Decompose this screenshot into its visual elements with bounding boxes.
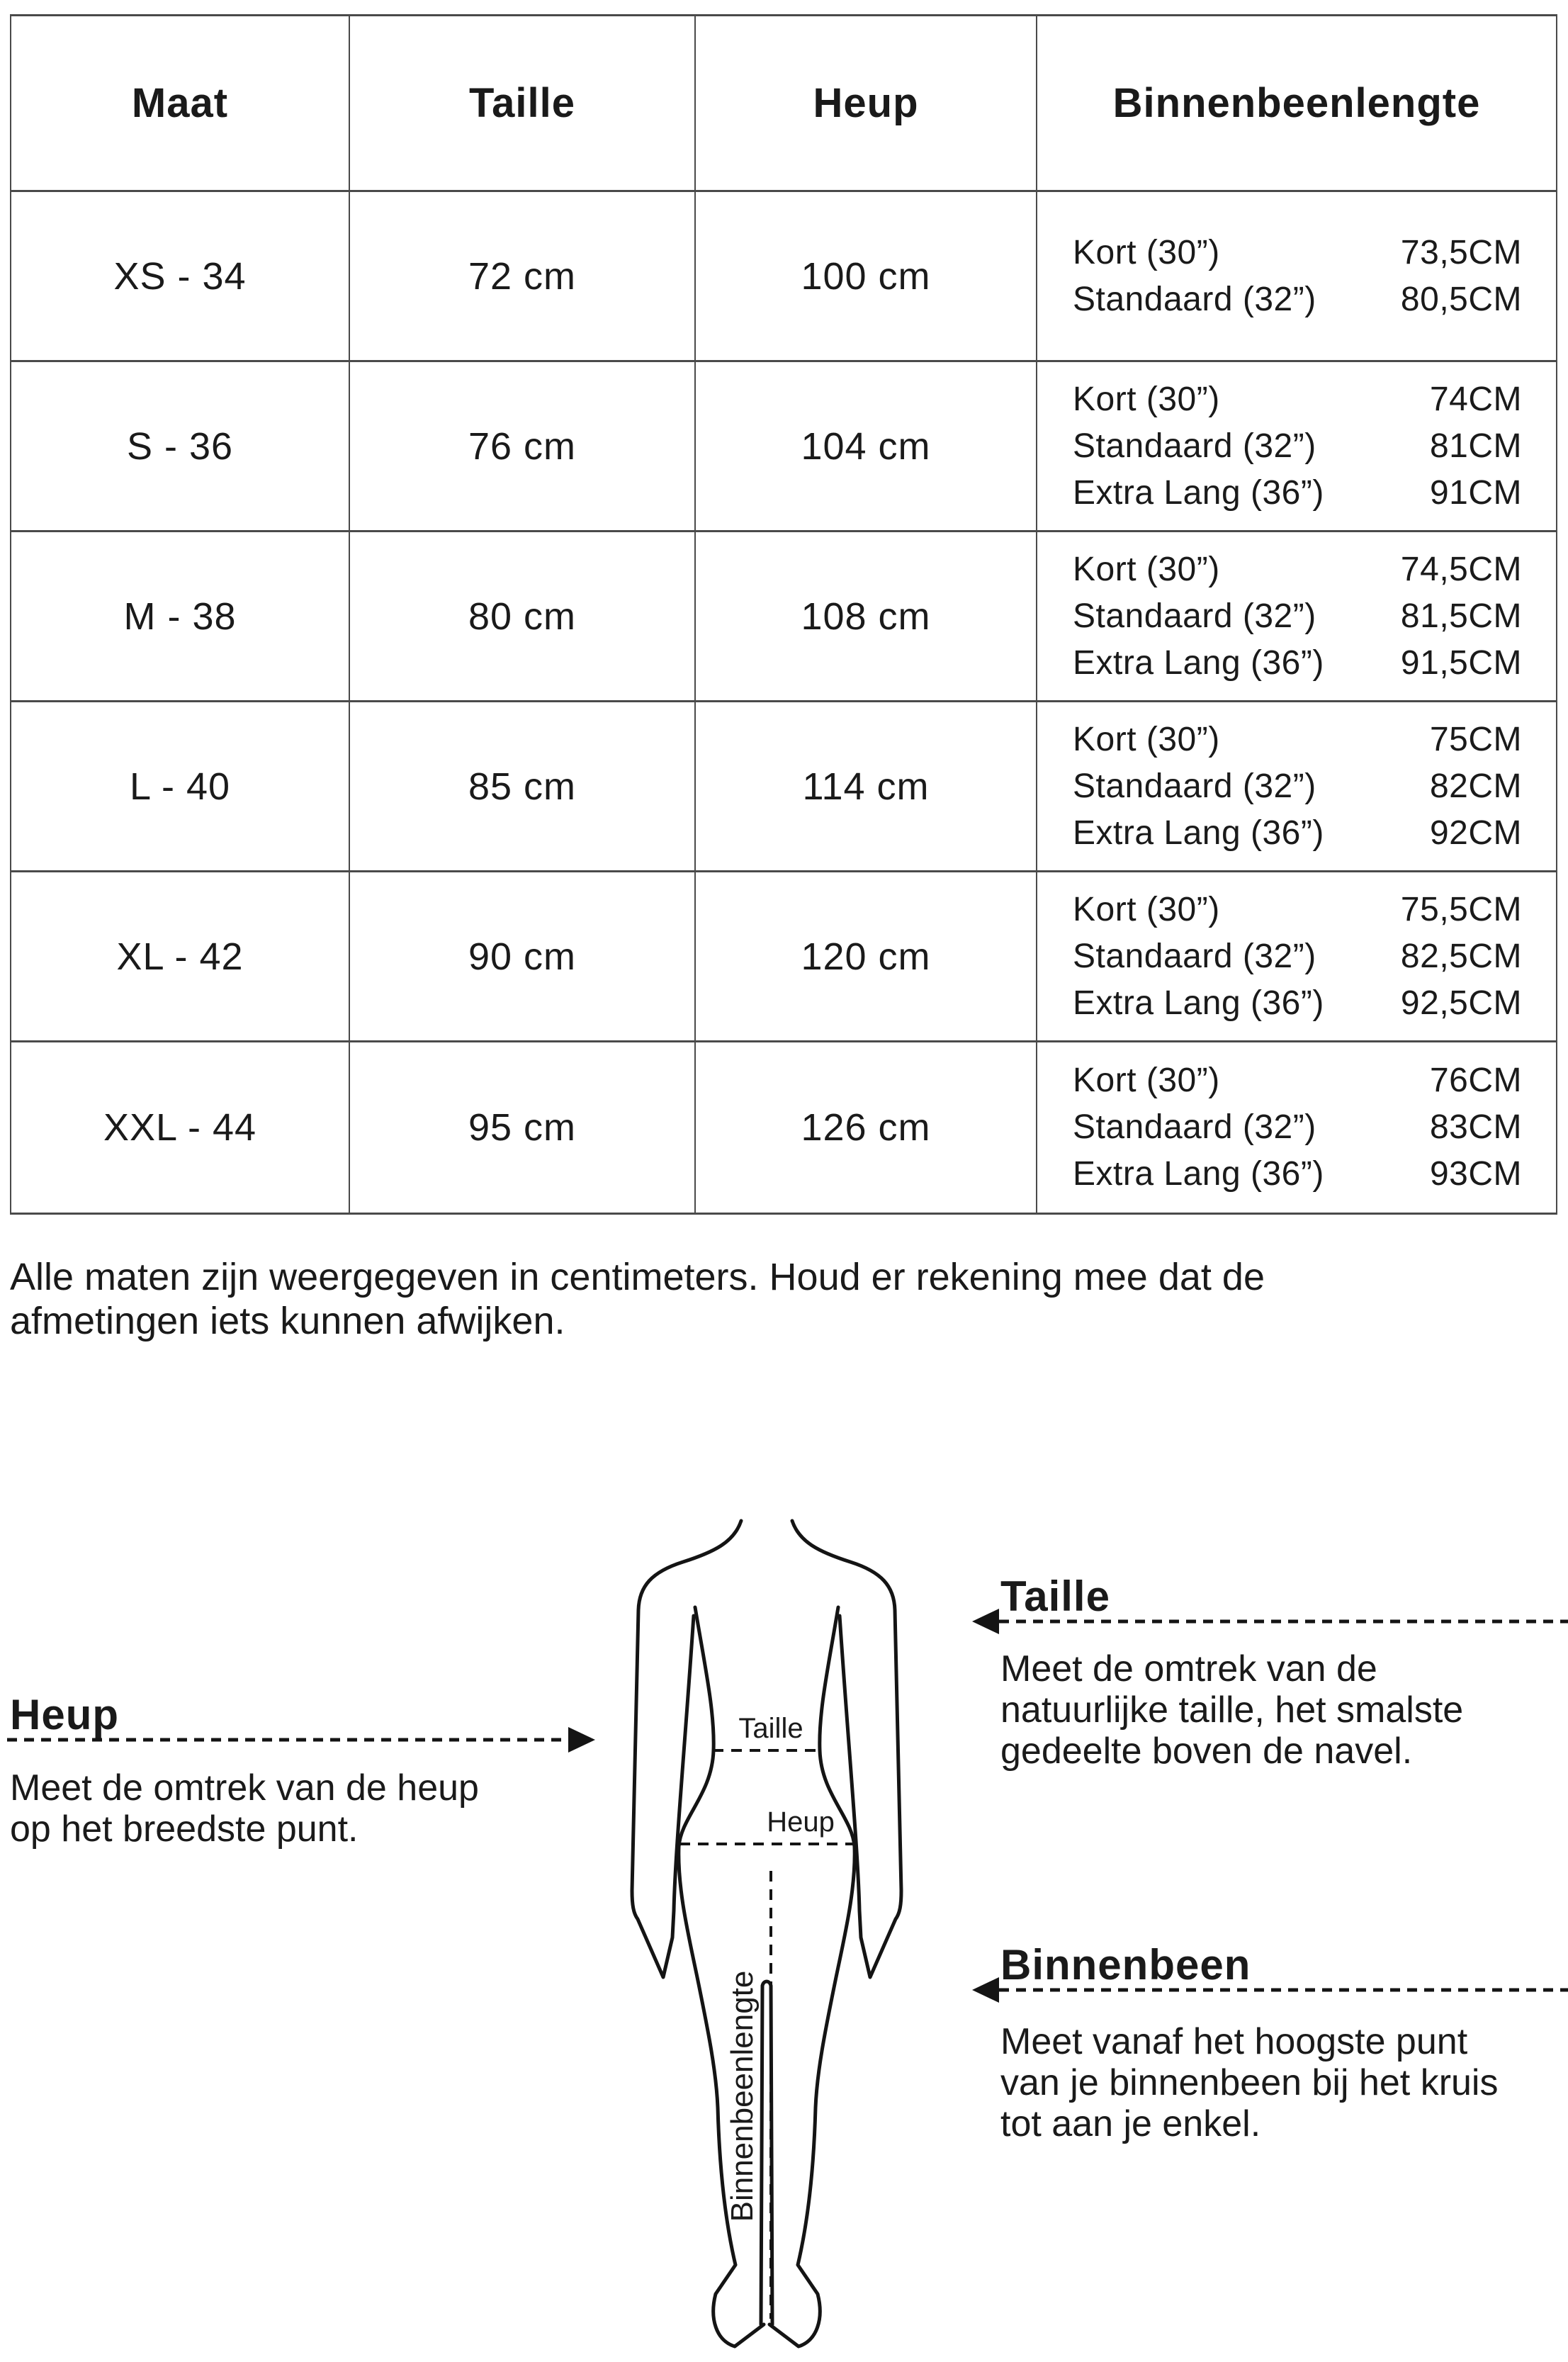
inseam-length-value: 74CM xyxy=(1429,380,1522,418)
size-cell: S - 36 xyxy=(126,424,234,468)
inseam-line xyxy=(1073,470,1522,517)
inseam-length-label: Kort (30”) xyxy=(1073,720,1220,758)
figure-left-arm-outline xyxy=(632,1521,741,1977)
text-line: Meet vanaf het hoogste punt xyxy=(1000,2021,1468,2062)
inseam-length-value: 82,5CM xyxy=(1400,937,1522,975)
inseam-length-label: Standaard (32”) xyxy=(1073,597,1316,635)
column-header-heup: Heup xyxy=(694,16,1036,190)
inseam-length-value: 81CM xyxy=(1429,427,1522,465)
inseam-length-value: 76CM xyxy=(1429,1062,1522,1099)
text-line: Meet de omtrek van de heup xyxy=(10,1767,479,1809)
waist-cell: 72 cm xyxy=(349,192,694,360)
table-header-row xyxy=(11,16,1556,192)
hip-cell: 120 cm xyxy=(694,872,1036,1040)
inseam-length-label: Kort (30”) xyxy=(1073,1062,1220,1099)
inseam-length-value: 75CM xyxy=(1429,720,1522,758)
size-cell: XS - 34 xyxy=(113,254,247,298)
text-line: tot aan je enkel. xyxy=(1000,2103,1261,2144)
binnenbeen-arrow xyxy=(971,1974,1568,2006)
figure-hip-label: Heup xyxy=(767,1806,835,1838)
body-figure xyxy=(609,1517,935,2362)
inseam-cell xyxy=(1036,872,1556,1040)
inseam-line xyxy=(1073,640,1522,687)
inseam-line xyxy=(1073,716,1522,763)
inseam-length-value: 73,5CM xyxy=(1400,233,1522,271)
binnenbeen-section-text xyxy=(1000,2021,1498,2144)
size-cell: M - 38 xyxy=(123,595,237,638)
inseam-line xyxy=(1073,980,1522,1027)
table-row xyxy=(11,532,1556,702)
inseam-length-value: 92CM xyxy=(1429,814,1522,852)
inseam-length-label: Kort (30”) xyxy=(1073,233,1220,271)
table-row xyxy=(11,1042,1556,1213)
column-header-maat: Maat xyxy=(131,80,229,126)
inseam-length-label: Kort (30”) xyxy=(1073,550,1220,588)
hip-cell: 114 cm xyxy=(694,702,1036,870)
inseam-line xyxy=(1073,933,1522,980)
heup-arrow xyxy=(7,1724,597,1755)
inseam-length-label: Extra Lang (36”) xyxy=(1073,1155,1324,1193)
size-cell: L - 40 xyxy=(129,765,231,808)
hip-cell: 108 cm xyxy=(694,532,1036,700)
table-row xyxy=(11,192,1556,362)
note-line: Alle maten zijn weergegeven in centimeters. Houd er rekening mee dat de xyxy=(10,1256,1265,1298)
inseam-length-label: Extra Lang (36”) xyxy=(1073,984,1324,1022)
inseam-length-value: 91CM xyxy=(1429,473,1522,512)
inseam-length-value: 80,5CM xyxy=(1400,280,1522,318)
waist-cell: 76 cm xyxy=(349,362,694,530)
taille-section-text xyxy=(1000,1648,1463,1772)
arrow-left-icon xyxy=(972,1977,999,2003)
text-line: op het breedste punt. xyxy=(10,1809,359,1850)
text-line: Meet de omtrek van de xyxy=(1000,1648,1377,1689)
figure-waist-label: Taille xyxy=(738,1713,803,1744)
inseam-length-label: Standaard (32”) xyxy=(1073,280,1316,318)
waist-cell: 90 cm xyxy=(349,872,694,1040)
inseam-line xyxy=(1073,1151,1522,1198)
inseam-line xyxy=(1073,887,1522,933)
inseam-cell xyxy=(1036,362,1556,530)
binnenbeen-section-title: Binnenbeen xyxy=(1000,1941,1251,1989)
size-cell: XL - 42 xyxy=(116,935,244,978)
text-line: natuurlijke taille, het smalste xyxy=(1000,1689,1464,1731)
text-line: gedeelte boven de navel. xyxy=(1000,1731,1413,1772)
inseam-length-label: Kort (30”) xyxy=(1073,890,1220,928)
inseam-length-label: Extra Lang (36”) xyxy=(1073,814,1324,852)
inseam-line xyxy=(1073,810,1522,857)
inseam-cell xyxy=(1036,192,1556,360)
arrow-left-icon xyxy=(972,1609,999,1634)
note-line: afmetingen iets kunnen afwijken. xyxy=(10,1300,565,1342)
size-cell: XXL - 44 xyxy=(103,1106,257,1149)
heup-section-title: Heup xyxy=(10,1691,119,1738)
inseam-length-value: 81,5CM xyxy=(1400,597,1522,635)
inseam-line xyxy=(1073,376,1522,423)
text-line: van je binnenbeen bij het kruis xyxy=(1000,2062,1499,2103)
table-row xyxy=(11,702,1556,872)
inseam-length-value: 91,5CM xyxy=(1400,643,1522,682)
waist-cell: 80 cm xyxy=(349,532,694,700)
inseam-length-value: 82CM xyxy=(1429,767,1522,805)
column-header-taille: Taille xyxy=(349,16,694,190)
inseam-length-label: Standaard (32”) xyxy=(1073,767,1316,805)
inseam-length-value: 83CM xyxy=(1429,1108,1522,1146)
hip-cell: 126 cm xyxy=(694,1042,1036,1213)
waist-cell: 85 cm xyxy=(349,702,694,870)
taille-section-title: Taille xyxy=(1000,1573,1110,1620)
inseam-length-label: Extra Lang (36”) xyxy=(1073,643,1324,682)
heup-section-text xyxy=(10,1767,479,1850)
inseam-line xyxy=(1073,546,1522,593)
waist-cell: 95 cm xyxy=(349,1042,694,1213)
inseam-cell xyxy=(1036,1042,1556,1213)
inseam-length-value: 75,5CM xyxy=(1400,890,1522,928)
inseam-line xyxy=(1073,423,1522,470)
arrow-right-icon xyxy=(568,1727,595,1753)
inseam-line xyxy=(1073,593,1522,640)
inseam-length-label: Standaard (32”) xyxy=(1073,937,1316,975)
inseam-line xyxy=(1073,276,1522,323)
column-header-binnenbeenlengte: Binnenbeenlengte xyxy=(1036,16,1556,190)
inseam-length-label: Kort (30”) xyxy=(1073,380,1220,418)
inseam-line xyxy=(1073,230,1522,276)
figure-inseam-label: Binnenbeenlengte xyxy=(725,1970,760,2222)
table-body xyxy=(11,192,1556,1213)
inseam-cell xyxy=(1036,532,1556,700)
inseam-length-value: 93CM xyxy=(1429,1155,1522,1193)
note-text xyxy=(10,1255,1265,1343)
inseam-length-label: Extra Lang (36”) xyxy=(1073,473,1324,512)
inseam-length-value: 74,5CM xyxy=(1400,550,1522,588)
inseam-line xyxy=(1073,1104,1522,1151)
table-row xyxy=(11,872,1556,1042)
hip-cell: 100 cm xyxy=(694,192,1036,360)
taille-arrow xyxy=(971,1606,1568,1637)
inseam-line xyxy=(1073,763,1522,810)
size-table xyxy=(10,14,1557,1215)
inseam-length-value: 92,5CM xyxy=(1400,984,1522,1022)
inseam-cell xyxy=(1036,702,1556,870)
inseam-length-label: Standaard (32”) xyxy=(1073,1108,1316,1146)
inseam-length-label: Standaard (32”) xyxy=(1073,427,1316,465)
inseam-line xyxy=(1073,1057,1522,1104)
hip-cell: 104 cm xyxy=(694,362,1036,530)
table-row xyxy=(11,362,1556,532)
